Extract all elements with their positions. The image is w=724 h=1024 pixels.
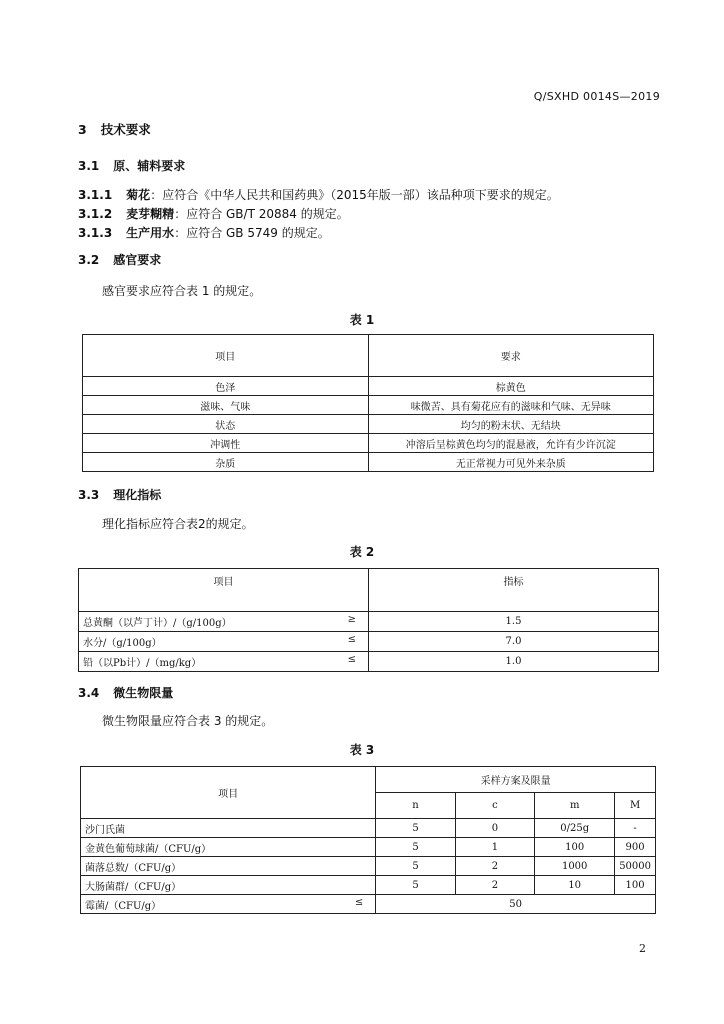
section-title: 感官要求 <box>113 253 162 267</box>
table-subheader-cell: n <box>376 793 455 819</box>
section-3-2-heading <box>78 251 161 268</box>
comparison-symbol: ≤ <box>347 634 356 645</box>
item-label: 霉菌/（CFU/g） <box>85 900 162 912</box>
table-cell: 色泽 <box>83 377 369 396</box>
section-3-3-heading <box>78 486 161 503</box>
table-2 <box>78 568 659 672</box>
table-cell: 均匀的粉末状、无结块 <box>368 415 654 434</box>
section-title: 微生物限量 <box>113 686 174 700</box>
table-row <box>81 895 656 914</box>
table-row <box>81 838 656 857</box>
table-header-cell: 项目 <box>81 767 376 819</box>
section-3-4-paragraph: 微生物限量应符合表 3 的规定。 <box>102 714 274 728</box>
table-cell: 滋味、气味 <box>83 396 369 415</box>
clause-term: 菊花 <box>126 188 151 202</box>
table-cell: 状态 <box>83 415 369 434</box>
table-cell: 1.5 <box>369 612 659 632</box>
table-cell: 杂质 <box>83 453 369 472</box>
table-row <box>81 819 656 838</box>
section-number: 3 <box>78 122 87 137</box>
item-label: 水分/（g/100g） <box>83 638 162 649</box>
section-3-heading <box>78 120 151 138</box>
table-row <box>83 396 654 415</box>
section-3-1-heading <box>78 157 185 174</box>
clause-text: ：应符合《中华人民共和国药典》（2015年版一部）该品种项下要求的规定。 <box>150 188 559 202</box>
table-cell: 10 <box>535 876 615 895</box>
clause-3-1-1 <box>78 186 559 203</box>
table-1 <box>82 334 654 472</box>
item-label: 总黄酮（以芦丁计）/（g/100g） <box>83 618 232 629</box>
table-row <box>79 612 659 632</box>
clause-text: ：应符合 GB 5749 的规定。 <box>174 226 330 240</box>
table-2-caption: 表 2 <box>349 545 375 559</box>
section-number: 3.2 <box>78 253 100 267</box>
table-cell: 0 <box>455 819 534 838</box>
table-cell: 5 <box>376 857 455 876</box>
table-cell: 50000 <box>615 857 656 876</box>
clause-term: 生产用水 <box>126 226 175 240</box>
clause-3-1-3 <box>78 224 330 241</box>
table-cell: 棕黄色 <box>368 377 654 396</box>
table-subheader-cell: m <box>535 793 615 819</box>
table-header-cell: 项目 <box>83 335 369 377</box>
table-cell: 2 <box>455 857 534 876</box>
table-subheader-cell: c <box>455 793 534 819</box>
section-title: 理化指标 <box>113 488 162 502</box>
clause-term: 麦芽糊精 <box>126 207 175 221</box>
section-number: 3.4 <box>78 686 100 700</box>
table-header-cell: 采样方案及限量 <box>376 767 656 793</box>
table-row <box>83 415 654 434</box>
page-number: 2 <box>639 942 646 955</box>
table-cell: 1.0 <box>369 652 659 672</box>
table-header-cell: 指标 <box>369 569 659 612</box>
table-cell: 100 <box>615 876 656 895</box>
table-cell: 1000 <box>535 857 615 876</box>
table-header-row <box>81 767 656 793</box>
section-3-3-paragraph: 理化指标应符合表2的规定。 <box>102 517 254 531</box>
clause-text: ：应符合 GB/T 20884 的规定。 <box>174 207 349 221</box>
table-cell: 沙门氏菌 <box>81 819 376 838</box>
section-number: 3.1 <box>78 159 100 173</box>
clause-number: 3.1.2 <box>78 207 113 221</box>
table-header-row <box>79 569 659 612</box>
standard-code: Q/SXHD 0014S—2019 <box>533 90 660 103</box>
table-cell: 5 <box>376 819 455 838</box>
table-cell: 2 <box>455 876 534 895</box>
table-cell: 1 <box>455 838 534 857</box>
table-cell <box>79 612 369 632</box>
table-cell: 味微苦、具有菊花应有的滋味和气味、无异味 <box>368 396 654 415</box>
table-cell: 50 <box>376 895 656 914</box>
table-header-row <box>83 335 654 377</box>
table-row <box>83 453 654 472</box>
item-label: 铅（以Pb计）/（mg/kg） <box>83 658 202 669</box>
table-cell: 0/25g <box>535 819 615 838</box>
table-cell: 菌落总数/（CFU/g） <box>81 857 376 876</box>
table-row <box>79 632 659 652</box>
table-cell: 5 <box>376 838 455 857</box>
clause-3-1-2 <box>78 205 349 222</box>
table-cell: - <box>615 819 656 838</box>
table-cell <box>79 652 369 672</box>
table-row <box>81 857 656 876</box>
table-row <box>81 876 656 895</box>
table-cell: 900 <box>615 838 656 857</box>
comparison-symbol: ≥ <box>347 614 356 625</box>
section-number: 3.3 <box>78 488 100 502</box>
section-3-4-heading <box>78 684 173 701</box>
table-header-cell: 项目 <box>79 569 369 612</box>
table-subheader-cell: M <box>615 793 656 819</box>
table-cell: 无正常视力可见外来杂质 <box>368 453 654 472</box>
table-cell <box>79 632 369 652</box>
table-3 <box>80 766 656 914</box>
clause-number: 3.1.3 <box>78 226 113 240</box>
table-cell: 金黄色葡萄球菌/（CFU/g） <box>81 838 376 857</box>
table-1-caption: 表 1 <box>349 313 375 327</box>
table-cell: 100 <box>535 838 615 857</box>
comparison-symbol: ≤ <box>354 896 364 908</box>
table-cell: 7.0 <box>369 632 659 652</box>
table-cell: 冲溶后呈棕黄色均匀的混悬液，允许有少许沉淀 <box>368 434 654 453</box>
comparison-symbol: ≤ <box>347 654 356 665</box>
table-row <box>83 377 654 396</box>
table-cell: 大肠菌群/（CFU/g） <box>81 876 376 895</box>
table-row <box>79 652 659 672</box>
table-row <box>83 434 654 453</box>
table-3-caption: 表 3 <box>349 743 375 757</box>
table-cell: 冲调性 <box>83 434 369 453</box>
section-title: 原、辅料要求 <box>113 159 186 173</box>
clause-number: 3.1.1 <box>78 188 113 202</box>
table-cell <box>81 895 376 914</box>
section-title: 技术要求 <box>100 122 151 137</box>
section-3-2-paragraph: 感官要求应符合表 1 的规定。 <box>102 284 262 298</box>
table-cell: 5 <box>376 876 455 895</box>
table-header-cell: 要求 <box>368 335 654 377</box>
